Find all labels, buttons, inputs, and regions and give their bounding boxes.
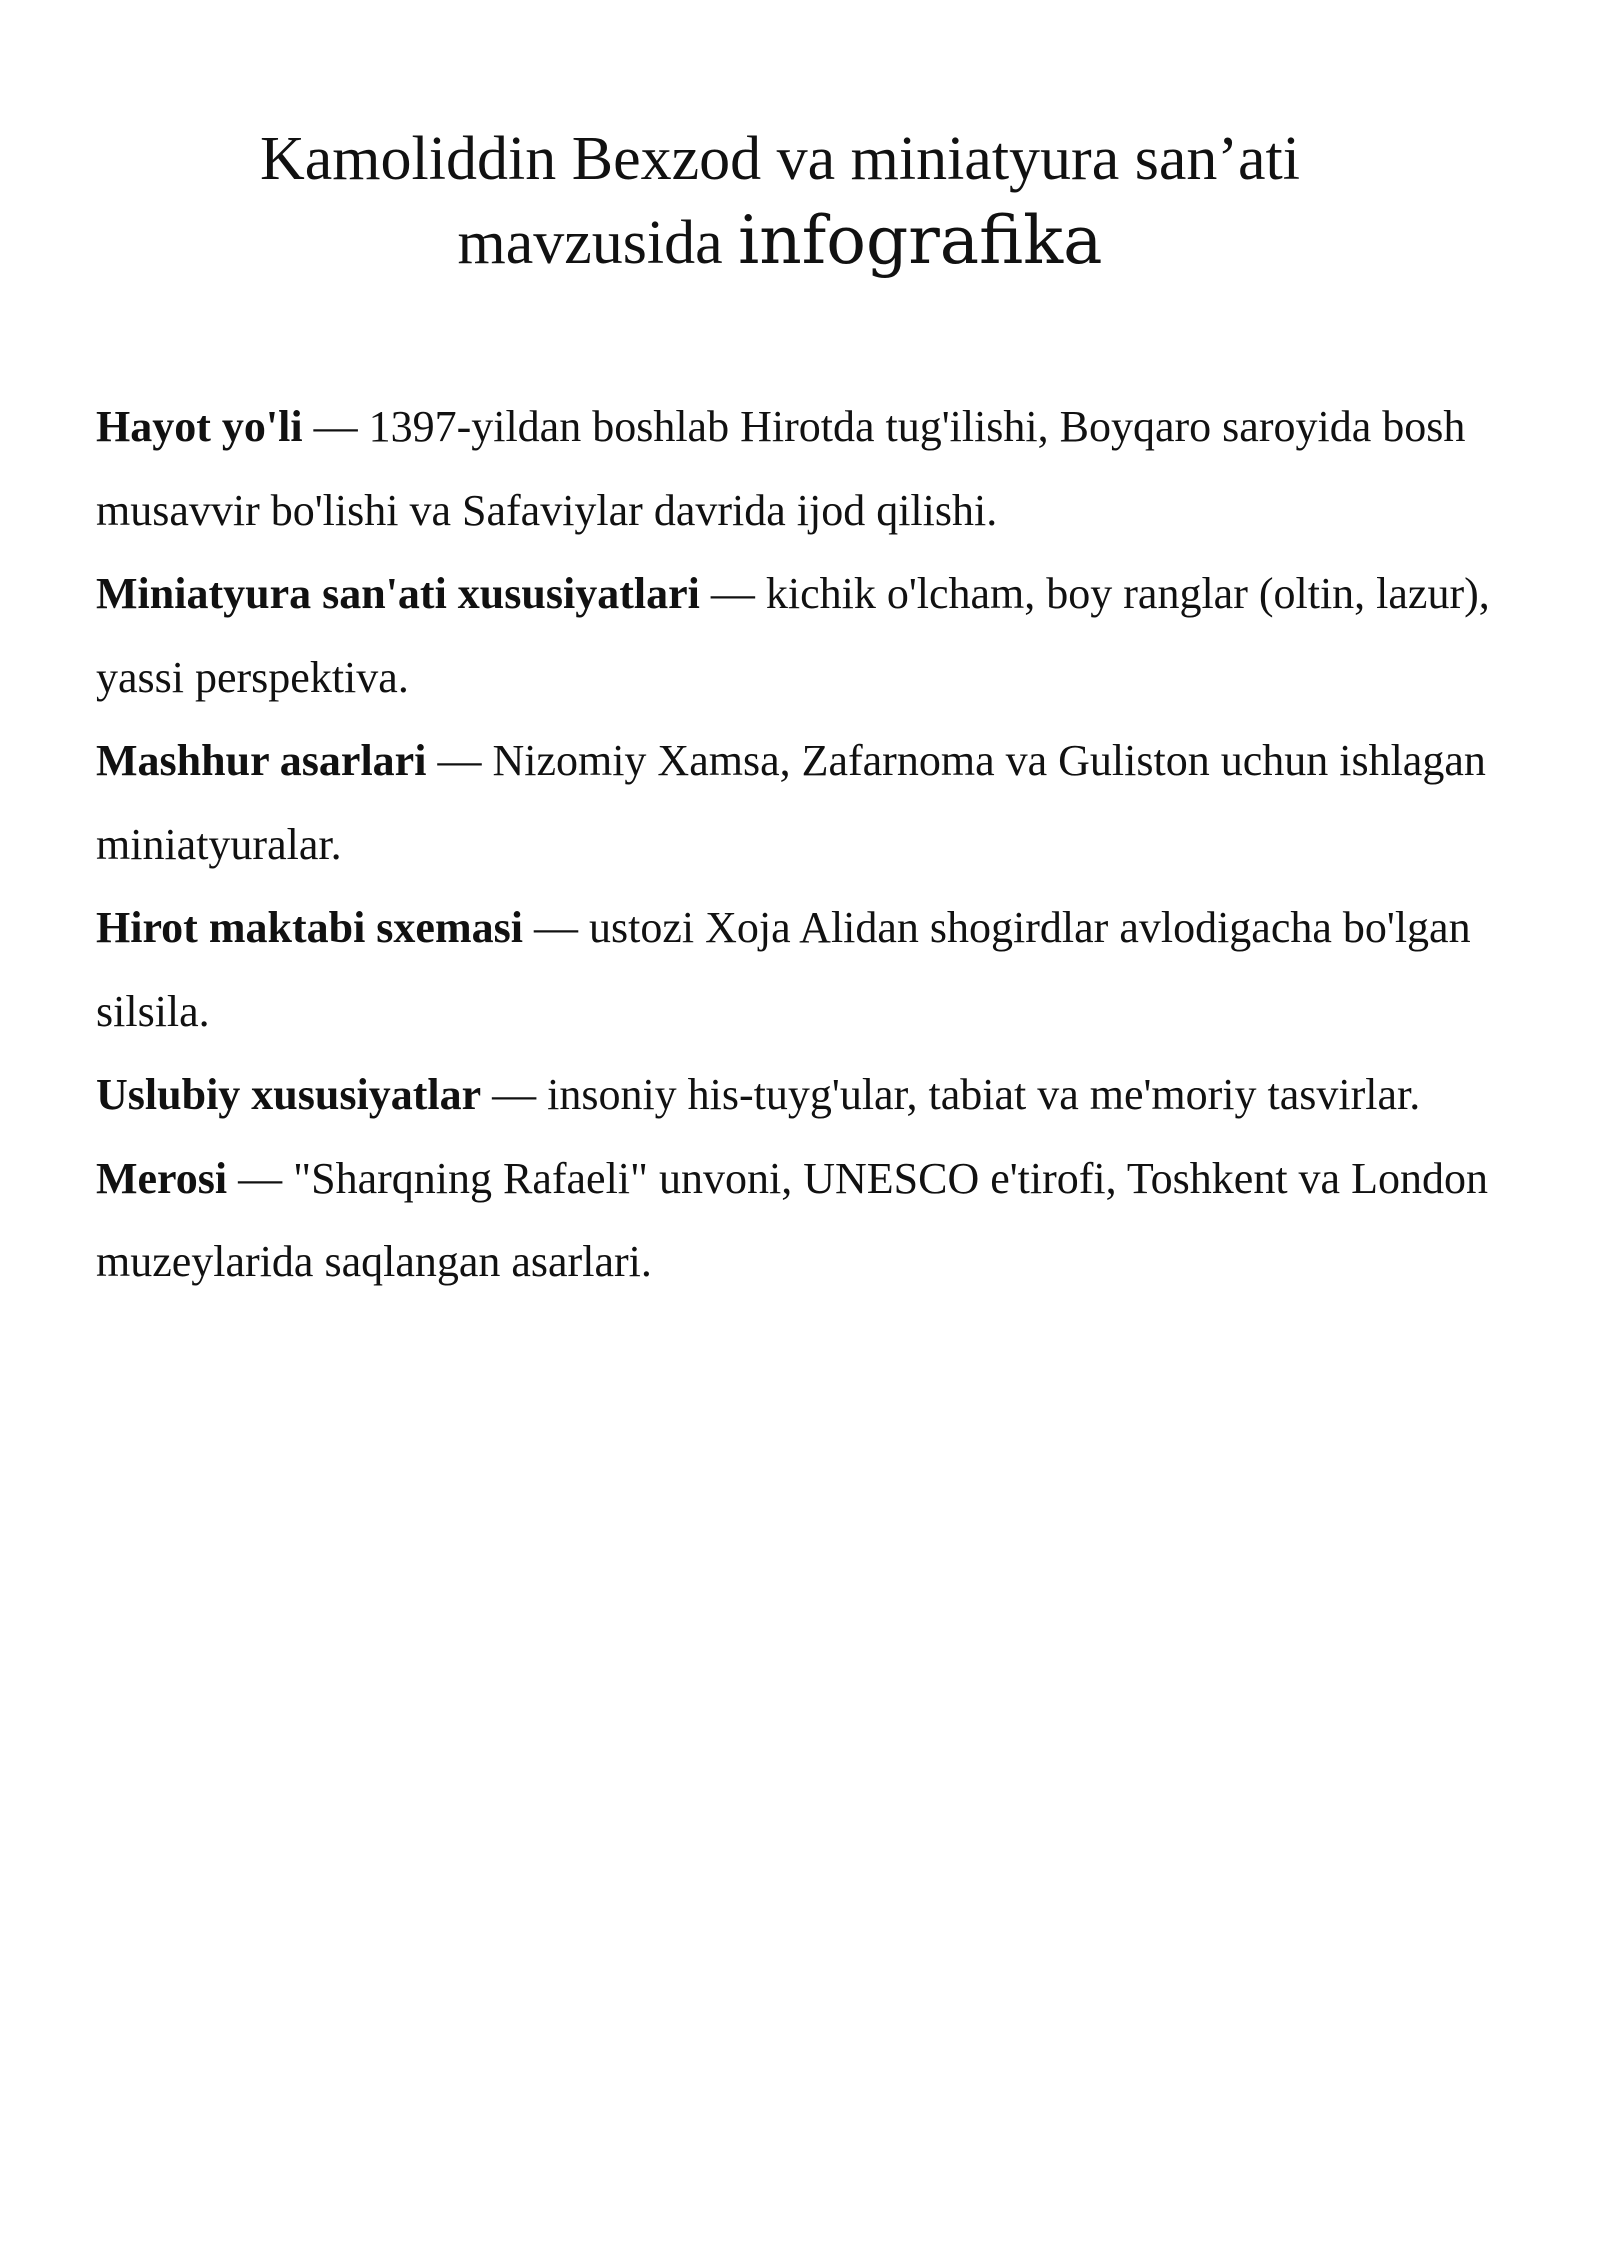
list-item-hirot-maktabi (96, 886, 1496, 1053)
infographic-list (96, 385, 1496, 1304)
item-text: 1397-yildan boshlab Hirotda tug'ilishi, Boyqaro saroyida bosh musavvir bo'lishi va Safaviylar davrida ijod qilishi. (96, 402, 1466, 535)
list-item-hayot-yoli (96, 385, 1496, 552)
title-line-2-lead: mavzusida (457, 209, 723, 277)
item-separator: — (302, 402, 369, 451)
item-heading: Mashhur asarlari (96, 736, 427, 785)
item-text: Nizomiy Xamsa, Zafarnoma va Guliston uchun ishlagan miniatyuralar. (96, 736, 1486, 869)
list-item-uslubiy-xususiyatlar (96, 1053, 1496, 1137)
item-heading: Merosi (96, 1153, 228, 1203)
item-separator: — (481, 1070, 548, 1119)
title-line-2 (140, 200, 1420, 284)
item-heading: Hayot yo'li (96, 402, 303, 451)
list-item-miniatyura-xususiyatlari (96, 552, 1496, 719)
title-line-1: Kamoliddin Bexzod va miniatyura san’ati (260, 125, 1300, 193)
item-text: ustozi Xoja Alidan shogirdlar avlodigacha bo'lgan silsila. (96, 903, 1471, 1036)
item-heading: Hirot maktabi sxemasi (96, 903, 523, 952)
item-separator: — (699, 569, 766, 618)
page-title (140, 118, 1420, 284)
item-heading: Miniatyura san'ati xususiyatlari (96, 569, 700, 618)
item-text: "Sharqning Rafaeli" unvoni, UNESCO e'tirofi, Toshkent va London muzeylarida saqlangan asarlari. (96, 1153, 1488, 1286)
item-heading: Uslubiy xususiyatlar (96, 1070, 482, 1119)
item-separator: — (426, 736, 493, 785)
item-separator: — (522, 903, 589, 952)
list-item-merosi (96, 1137, 1496, 1304)
title-accent: infografika (738, 202, 1103, 279)
item-separator: — (227, 1153, 294, 1203)
item-text: insoniy his-tuyg'ular, tabiat va me'moriy tasvirlar. (547, 1070, 1421, 1119)
item-text: kichik o'lcham, boy ranglar (oltin, lazur), yassi perspektiva. (96, 569, 1490, 702)
list-item-mashhur-asarlari (96, 719, 1496, 886)
